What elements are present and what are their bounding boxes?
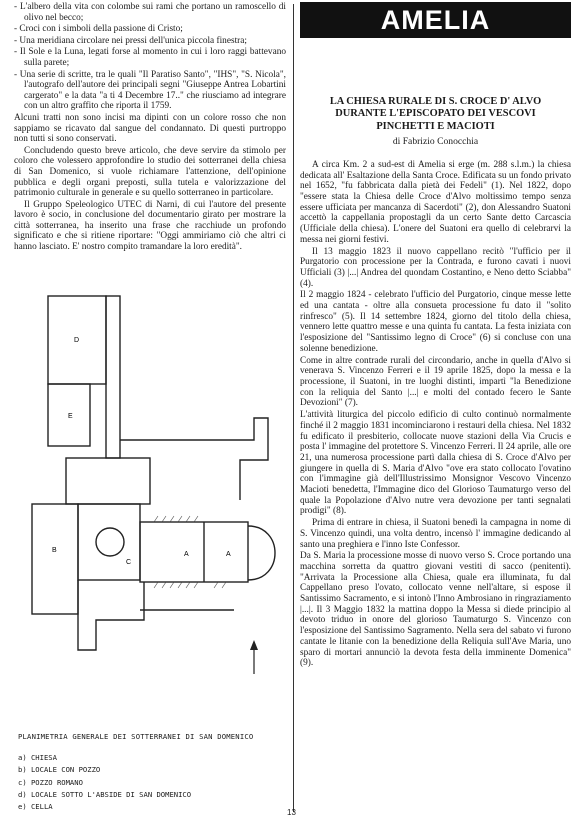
paragraph-procession: Da S. Maria la processione mosse di nuovo verso S. Croce portando una macchina sorretta da quattro giovani vestiti di sacco (penitenti). "Arrivata la Processione alla Chiesa, quale era illuminata, fu dal Cappellano preso l'ovato, collocato venne nell'altare, si espose il Santissimo Sacramento, e si intonò l'Inno Ambrosiano in ringraziamento |...|. Il 3 Maggio 1832 la mattina doppo la Messa si diede principio al devoto triduo in onore del glorioso Taumaturgo S. Vincenzo con l'esposizione del Santissimo Sagramento. Nella sera del sabato vi furono cantate le litanie con la benedizione della Reliquia sull'Ave Maria, uno sparo di mortari annunciò la devota festa della imminente Domenica" (9). bbox=[300, 551, 571, 669]
church-nave bbox=[140, 522, 248, 582]
article-byline: di Fabrizio Conocchia bbox=[392, 136, 479, 148]
bullet-tree-of-life: - L'albero della vita con colombe sui rami che portano un ramoscello di olivo nel becco; bbox=[14, 2, 286, 23]
legend-item-cell: e) CELLA bbox=[18, 802, 53, 812]
room-central-north bbox=[66, 458, 150, 504]
article-title: LA CHIESA RURALE DI S. CROCE D' ALVO DURANTE L'EPISCOPATO DEI VESCOVI PINCHETTI E MACIOTI bbox=[329, 96, 542, 132]
paragraph-red-paint: Alcuni tratti non sono incisi ma dipinti con un colore rosso che non sappiamo se ricavato dal sangue del condannato. Di questi purtroppo non tutti si sono conservati. bbox=[14, 112, 286, 145]
corridor-north bbox=[106, 296, 120, 458]
right-column bbox=[300, 2, 571, 670]
section-masthead: AMELIA bbox=[300, 2, 571, 38]
floor-plan bbox=[14, 290, 286, 812]
plan-letter-b: B bbox=[52, 547, 57, 554]
bullet-crosses: - Croci con i simboli della passione di Cristo; bbox=[14, 24, 183, 35]
bullet-inscriptions: - Una serie di scritte, tra le quali "Il Paratiso Santo", "IHS", "S. Nicola", l'autografo dell'autore dei principali segni "Giuseppe Antrea Lobartini cargerato" e la data "a ti 4 Decembre 17.." che riusciamo ad integrare con un altro graffito che riporta il 1759. bbox=[14, 69, 286, 112]
plan-letter-e: E bbox=[68, 413, 73, 420]
plan-letter-a-west: A bbox=[184, 551, 189, 558]
floor-plan-drawing bbox=[14, 290, 286, 690]
legend-item-apse-room: d) LOCALE SOTTO L'ABSIDE DI SAN DOMENICO bbox=[18, 789, 192, 799]
bullet-sun-moon: - Il Sole e la Luna, legati forse al momento in cui i loro raggi battevano sulla parete; bbox=[14, 47, 286, 68]
plan-letter-d: D bbox=[74, 337, 80, 344]
left-column bbox=[14, 2, 286, 254]
plan-letter-c: C bbox=[126, 559, 132, 566]
paragraph-1824: Il 2 maggio 1824 - celebrato l'ufficio del Purgatorio, cinque messe lette ed una cantata - oltre alla consueta processione fu dato il "solito rinfresco" (5). Il 14 settembre 1824, giorno del titolo della chiesa, vennero lette quattro messe e una quinta fu cantata. La festa iniziata con l'esposizione del "Santissimo legno di Croce" (6) si concluse con una solenne benedizione. bbox=[300, 290, 571, 354]
bullet-sundial: - Una meridiana circolare nei pressi dell'unica piccola finestra; bbox=[14, 35, 247, 46]
room-c bbox=[78, 504, 140, 580]
well-circle bbox=[96, 528, 124, 556]
column-divider bbox=[293, 4, 294, 812]
page-number: 13 bbox=[287, 808, 296, 817]
plan-legend bbox=[18, 752, 286, 813]
paragraph-conclusion: Concludendo questo breve articolo, che deve servire da stimolo per coloro che volessero approfondire lo studio dei sotterranei della chiesa di San Domenico, si vuole richiamare l'attenzione, dell'opinione pubblica e degli organi preposti, sulla tutela e valorizzazione del patrimonio culturale in generale e su quello sotterraneo in particolare. bbox=[14, 145, 286, 199]
legend-item-well-room: b) LOCALE CON POZZO bbox=[18, 765, 101, 775]
paragraph-utec-group: Il Gruppo Speleologico UTEC di Narni, di cui l'autore del presente lavoro è socio, in conclusione del documentario girato per mostrare la città sotterranea, ha inserito una frase che racchiude un profondo significato e che si ritiene riportare: "Oggi ammiriamo ciò che altri ci hanno lasciato. E' nostro compito tramandare la loro eredità". bbox=[14, 199, 286, 253]
corridor-south bbox=[78, 580, 144, 650]
paragraph-1823: Il 13 maggio 1823 il nuovo cappellano recitò "l'ufficio per il Purgatorio con processione per la Contrada, e furono cavati i nuovi Ufficiali (3) |...| Andrea del quondam Costantino, e Neno detto Sciabba" (4). bbox=[300, 246, 571, 289]
legend-item-roman-well: c) POZZO ROMANO bbox=[18, 777, 83, 787]
plan-caption: PLANIMETRIA GENERALE DEI SOTTERRANEI DI SAN DOMENICO bbox=[18, 732, 254, 741]
church-apse bbox=[248, 526, 275, 580]
room-b bbox=[32, 504, 78, 614]
legend-item-church: a) CHIESA bbox=[18, 753, 57, 762]
plan-letter-a-east: A bbox=[226, 551, 231, 558]
paragraph-intro: A circa Km. 2 a sud-est di Amelia si erge (m. 288 s.l.m.) la chiesa dedicata all' Esaltazione della Santa Croce. Edificata su un fondo privato nel 1652, "fu fabbricata dalla pietà dei Fedeli" (1). Nel 1822, dopo "essere stata la Chiesa delle Croce d'Alvo moltissimo tempo senza essere ufficiata per mancanza di Sacerdoti" (2), don Alessandro Suatoni accettò la cappellania propostagli da un certo Sante detto Carcascia (Ufficiale della chiesa). L'onere del Suatoni era quello di celebrarvi la messa nei giorni festivi. bbox=[300, 159, 571, 245]
paragraph-1825: Come in altre contrade rurali del circondario, anche in quella d'Alvo si venerava S. Vincenzo Ferreri e il 19 aprile 1825, dopo la messa e la processione, il Suatoni, in tre luoghi distinti, impartì "la Benedizione con la reliquia del Santo |...| e molti del contado fecero le Sante Devozioni" (7). bbox=[300, 355, 571, 409]
paragraph-blessing: Prima di entrare in chiesa, il Suatoni benedì la campagna in nome di S. Vincenzo quindi, una volta dentro, incensò l' immagine dedicando al santo una preghiera e l'inno Iste Confessor. bbox=[300, 518, 571, 550]
corridor-east bbox=[120, 418, 268, 500]
paragraph-restoration: L'attività liturgica del piccolo edificio di culto continuò normalmente finché il 2 maggio 1831 incominciarono i restauri della chiesa. Nel 1832 fu edificato il presbiterio, collocate nuove stazioni della Via Crucis e posta l' immagine del protettore S. Vincenzo Ferreri. Il 24 aprile, alle ore 21, una numerosa processione partì dalla chiesa di S. Croce d'Alvo per giungere in quella di S. Maria d'Alvo "ove era stato collocato l'ovatino con l'immagine già dell'Illustrissimo Monsignor Vescovo Vincenzo Macioti benedetta, l'Immagine dico del Glorioso Taumaturgo verso del quale la Popolazione d'Alvo nutre vera devozione per tanti segnalati prodigi" (8). bbox=[300, 410, 571, 517]
north-arrow-icon bbox=[250, 640, 258, 674]
